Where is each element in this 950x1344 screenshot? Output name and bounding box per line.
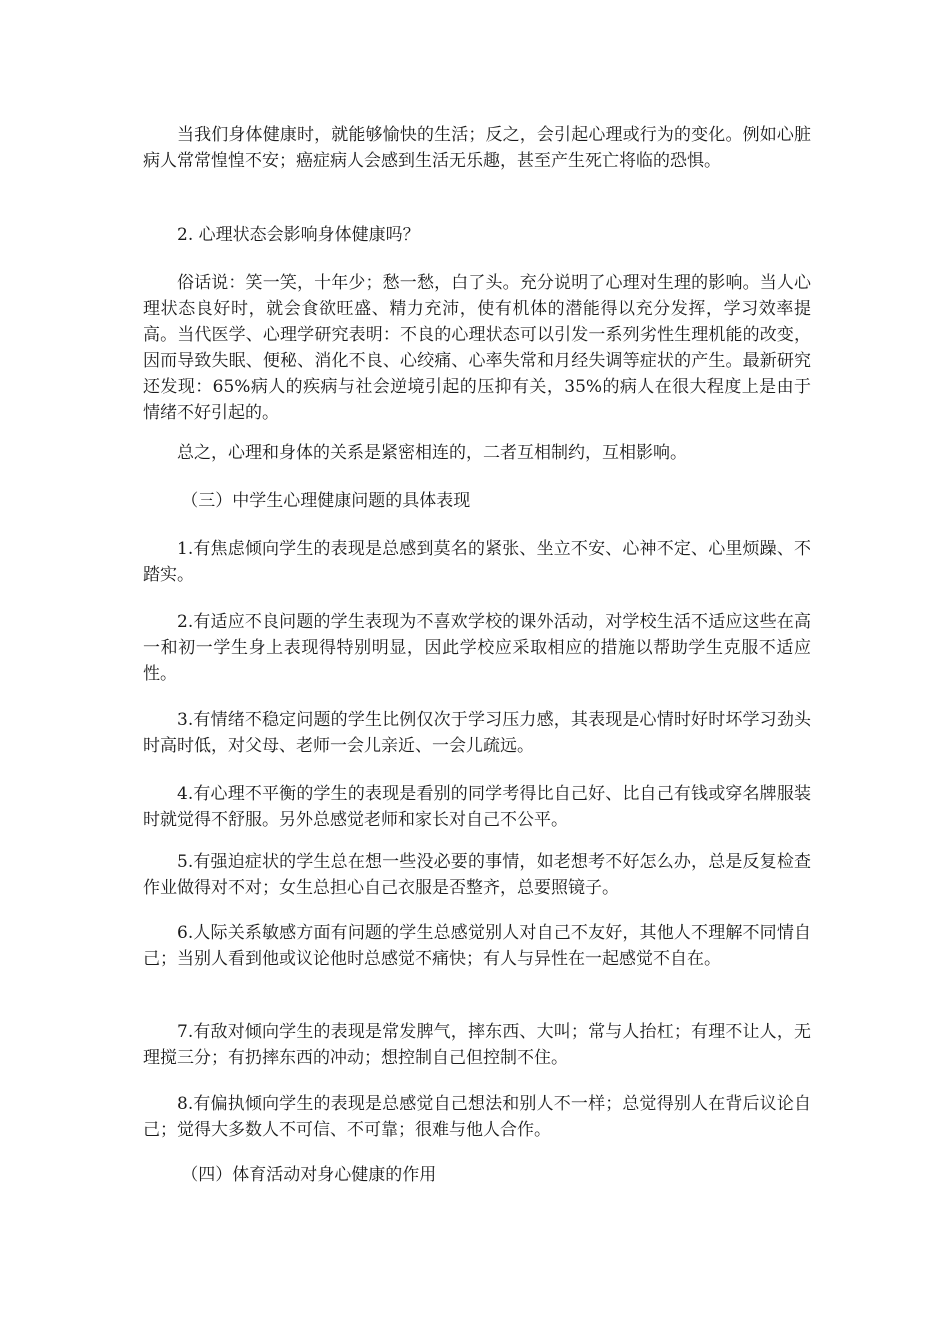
section-heading-3: （三）中学生心理健康问题的具体表现	[181, 491, 471, 511]
section-heading-4: （四）体育活动对身心健康的作用	[181, 1165, 437, 1185]
list-item-6: 6.人际关系敏感方面有问题的学生总感觉别人对自己不友好，其他人不理解不同情自己；当别人看到他或议论他时总感觉不痛快；有人与异性在一起感觉不自在。	[143, 923, 811, 969]
paragraph-body-health: 当我们身体健康时，就能够愉快的生活；反之，会引起心理或行为的变化。例如心脏病人常常惶惶不安；癌症病人会感到生活无乐趣，甚至产生死亡将临的恐惧。	[143, 125, 811, 171]
list-item-3: 3.有情绪不稳定问题的学生比例仅次于学习压力感，其表现是心情时好时坏学习劲头时高时低，对父母、老师一会儿亲近、一会儿疏远。	[143, 710, 811, 756]
list-item-4: 4.有心理不平衡的学生的表现是看别的同学考得比自己好、比自己有钱或穿名牌服装时就觉得不舒服。另外总感觉老师和家长对自己不公平。	[143, 784, 811, 830]
list-item-5: 5.有强迫症状的学生总在想一些没必要的事情，如老想考不好怎么办，总是反复检查作业做得对不对；女生总担心自己衣服是否整齐，总要照镜子。	[143, 852, 811, 898]
list-item-8: 8.有偏执倾向学生的表现是总感觉自己想法和别人不一样；总觉得别人在背后议论自己；觉得大多数人不可信、不可靠；很难与他人合作。	[143, 1094, 811, 1140]
question-heading-2: 2. 心理状态会影响身体健康吗？	[177, 225, 420, 245]
paragraph-mind-affects-body: 俗话说：笑一笑，十年少；愁一愁，白了头。充分说明了心理对生理的影响。当人心理状态良好时，就会食欲旺盛、精力充沛，使有机体的潜能得以充分发挥，学习效率提高。当代医学、心理学研究表明：不良的心理状态可以引发一系列劣性生理机能的改变，因而导致失眠、便秘、消化不良、心绞痛、心率失常和月经失调等症状的产生。最新研究还发现：65%病人的疾病与社会逆境引起的压抑有关，35%的病人在很大程度上是由于情绪不好引起的。	[143, 273, 811, 423]
paragraph-summary: 总之，心理和身体的关系是紧密相连的，二者互相制约，互相影响。	[177, 443, 687, 463]
list-item-2: 2.有适应不良问题的学生表现为不喜欢学校的课外活动，对学校生活不适应这些在高一和初一学生身上表现得特别明显，因此学校应采取相应的措施以帮助学生克服不适应性。	[143, 612, 811, 684]
list-item-7: 7.有敌对倾向学生的表现是常发脾气，摔东西、大叫；常与人抬杠；有理不让人，无理搅三分；有扔摔东西的冲动；想控制自己但控制不住。	[143, 1022, 811, 1068]
list-item-1: 1.有焦虑倾向学生的表现是总感到莫名的紧张、坐立不安、心神不定、心里烦躁、不踏实。	[143, 539, 811, 585]
